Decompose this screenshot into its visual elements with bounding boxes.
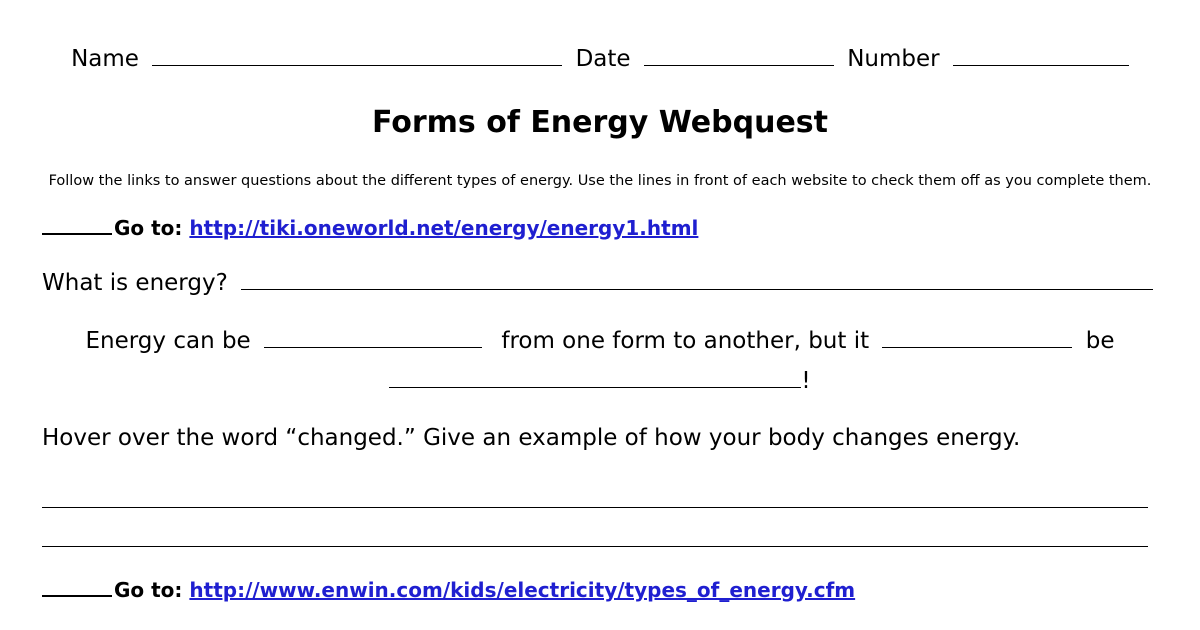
link-enwin-types-of-energy[interactable]: http://www.enwin.com/kids/electricity/types_of_energy.cfm [189, 578, 856, 602]
fill-text-2: from one form to another, but it [501, 328, 870, 354]
fill-blank-2[interactable] [882, 346, 1072, 348]
fill-blank-1[interactable] [264, 346, 482, 348]
date-label: Date [575, 46, 631, 72]
fill-blank-3[interactable] [389, 386, 801, 388]
number-label: Number [847, 46, 940, 72]
fill-text-3: be [1085, 328, 1115, 354]
instructions-text: Follow the links to answer questions about the different types of energy. Use the lines in front of each website to check them off as you complete them. [48, 173, 1152, 189]
name-label: Name [71, 46, 139, 72]
answer-line-2[interactable] [42, 546, 1148, 547]
answer-line-1[interactable] [42, 507, 1148, 508]
fill-in-sentence [0, 326, 1200, 356]
goto-row-2 [42, 577, 855, 603]
check-off-line-1[interactable] [42, 232, 112, 235]
date-field[interactable] [644, 64, 834, 66]
check-off-line-2[interactable] [42, 594, 112, 597]
fill-text-end: ! [801, 368, 811, 394]
fill-text-1: Energy can be [85, 328, 251, 354]
page-title: Forms of Energy Webquest [371, 105, 829, 140]
name-field[interactable] [152, 64, 562, 66]
question-what-is-energy [42, 268, 1153, 298]
goto-row-1 [42, 215, 698, 241]
fill-in-sentence-line-2 [0, 366, 1200, 396]
goto-label-2: Go to: [114, 578, 183, 602]
answer-what-is-energy[interactable] [241, 288, 1153, 290]
goto-label-1: Go to: [114, 216, 183, 240]
student-info-header [0, 44, 1200, 74]
question-hover-changed: Hover over the word “changed.” Give an example of how your body changes energy. [42, 425, 1021, 451]
question-text-1: What is energy? [42, 270, 228, 296]
number-field[interactable] [953, 64, 1129, 66]
link-oneworld-energy[interactable]: http://tiki.oneworld.net/energy/energy1.html [189, 216, 699, 240]
